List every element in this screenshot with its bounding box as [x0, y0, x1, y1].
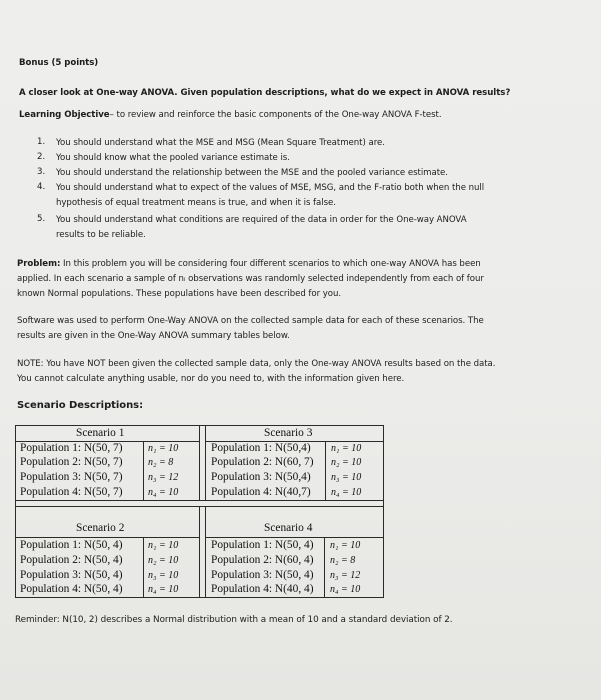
population-cell: Population 2: N(50, 4)	[20, 554, 123, 566]
population-cell: Population 1: N(50, 4)	[20, 539, 123, 551]
table-border	[383, 425, 384, 598]
objective-item: You should understand what the MSE and MSG (Mean Square Treatment) are.	[56, 138, 385, 148]
population-cell: Population 2: N(60, 4)	[211, 554, 314, 566]
population-cell: Population 1: N(50, 4)	[211, 539, 314, 551]
scenario-heading: Scenario Descriptions:	[17, 400, 144, 411]
sample-size-cell: n₂ = 8	[148, 457, 174, 468]
table-border	[143, 441, 144, 500]
objective-number: 4.	[37, 182, 46, 192]
objective-item: You should know what the pooled variance estimate is.	[56, 153, 290, 163]
objective-number: 3.	[37, 167, 46, 177]
sample-size-cell: n₄ = 10	[148, 487, 179, 498]
table-border	[15, 500, 384, 501]
table-border	[143, 537, 144, 598]
objective-item-continued: hypothesis of equal treatment means is true, and when it is false.	[56, 198, 336, 208]
objective-number: 2.	[37, 152, 46, 162]
objective-item: You should understand what to expect of the values of MSE, MSG, and the F-ratio both when the null	[56, 183, 485, 193]
objective-item: You should understand the relationship between the MSE and the pooled variance estimate.	[56, 168, 448, 178]
problem-line: known Normal populations. These populations have been described for you.	[17, 289, 342, 299]
sample-size-cell: n₄ = 10	[148, 584, 179, 595]
problem-label: Problem:	[17, 259, 61, 269]
note-line: You cannot calculate anything usable, nor do you need to, with the information given here.	[17, 374, 405, 384]
population-cell: Population 3: N(50,4)	[211, 471, 311, 483]
table-border	[324, 537, 325, 598]
scenario-1-title: Scenario 1	[76, 427, 125, 439]
scenario-3-title: Scenario 3	[264, 427, 313, 439]
population-cell: Population 1: N(50, 7)	[20, 442, 123, 454]
software-line: Software was used to perform One-Way ANOVA on the collected sample data for each of these scenarios. The	[17, 316, 484, 326]
objective-item: You should understand what conditions are required of the data in order for the One-way ANOVA	[56, 215, 467, 225]
table-border	[205, 506, 206, 598]
sample-size-cell: n₂ = 10	[148, 555, 179, 566]
software-line: results are given in the One-Way ANOVA summary tables below.	[17, 331, 290, 341]
table-border	[325, 441, 326, 500]
sample-size-cell: n₄ = 10	[331, 487, 362, 498]
objective-item-continued: results to be reliable.	[56, 230, 146, 240]
sample-size-cell: n₃ = 12	[330, 570, 361, 581]
population-cell: Population 3: N(50, 7)	[20, 471, 123, 483]
sample-size-cell: n₁ = 10	[330, 540, 361, 551]
population-cell: Population 1: N(50,4)	[211, 442, 311, 454]
sample-size-cell: n₃ = 12	[148, 472, 179, 483]
sample-size-cell: n₁ = 10	[148, 443, 179, 454]
scenario-2-title: Scenario 2	[76, 522, 125, 534]
objective-number: 5.	[37, 214, 46, 224]
scenario-4-title: Scenario 4	[264, 522, 313, 534]
reminder-text: Reminder: N(10, 2) describes a Normal distribution with a mean of 10 and a standard deviation of 2.	[15, 615, 453, 625]
note-line: NOTE: You have NOT been given the collected sample data, only the One-way ANOVA results based on the data.	[17, 359, 496, 369]
population-cell: Population 4: N(50, 7)	[20, 486, 123, 498]
population-cell: Population 2: N(60, 7)	[211, 456, 314, 468]
sample-size-cell: n₁ = 10	[331, 443, 362, 454]
table-border	[199, 425, 200, 500]
table-border	[199, 506, 200, 598]
bonus-heading: Bonus (5 points)	[19, 58, 99, 68]
table-border	[205, 425, 206, 500]
question-title: A closer look at One-way ANOVA. Given population descriptions, what do we expect in ANOVA results?	[19, 88, 511, 98]
table-border	[15, 537, 200, 538]
population-cell: Population 4: N(40, 4)	[211, 583, 314, 595]
problem-text: In this problem you will be considering four different scenarios to which one-way ANOVA has been	[63, 259, 481, 269]
problem-line	[17, 258, 481, 270]
objective-number: 1.	[37, 137, 46, 147]
population-cell: Population 4: N(50, 4)	[20, 583, 123, 595]
sample-size-cell: n₂ = 8	[330, 555, 356, 566]
sample-size-cell: n₃ = 10	[148, 570, 179, 581]
population-cell: Population 2: N(50, 7)	[20, 456, 123, 468]
population-cell: Population 3: N(50, 4)	[20, 569, 123, 581]
sample-size-cell: n₃ = 10	[331, 472, 362, 483]
population-cell: Population 4: N(40,7)	[211, 486, 311, 498]
objective-text: – to review and reinforce the basic components of the One-way ANOVA F-test.	[109, 110, 442, 120]
sample-size-cell: n₄ = 10	[330, 584, 361, 595]
problem-line: applied. In each scenario a sample of nᵢ observations was randomly selected independently from each of four	[17, 274, 484, 284]
sample-size-cell: n₁ = 10	[148, 540, 179, 551]
sample-size-cell: n₂ = 10	[331, 457, 362, 468]
objective-label: Learning Objective	[19, 110, 110, 120]
population-cell: Population 3: N(50, 4)	[211, 569, 314, 581]
table-border	[15, 425, 16, 598]
table-border	[205, 537, 383, 538]
learning-objective	[19, 109, 442, 121]
